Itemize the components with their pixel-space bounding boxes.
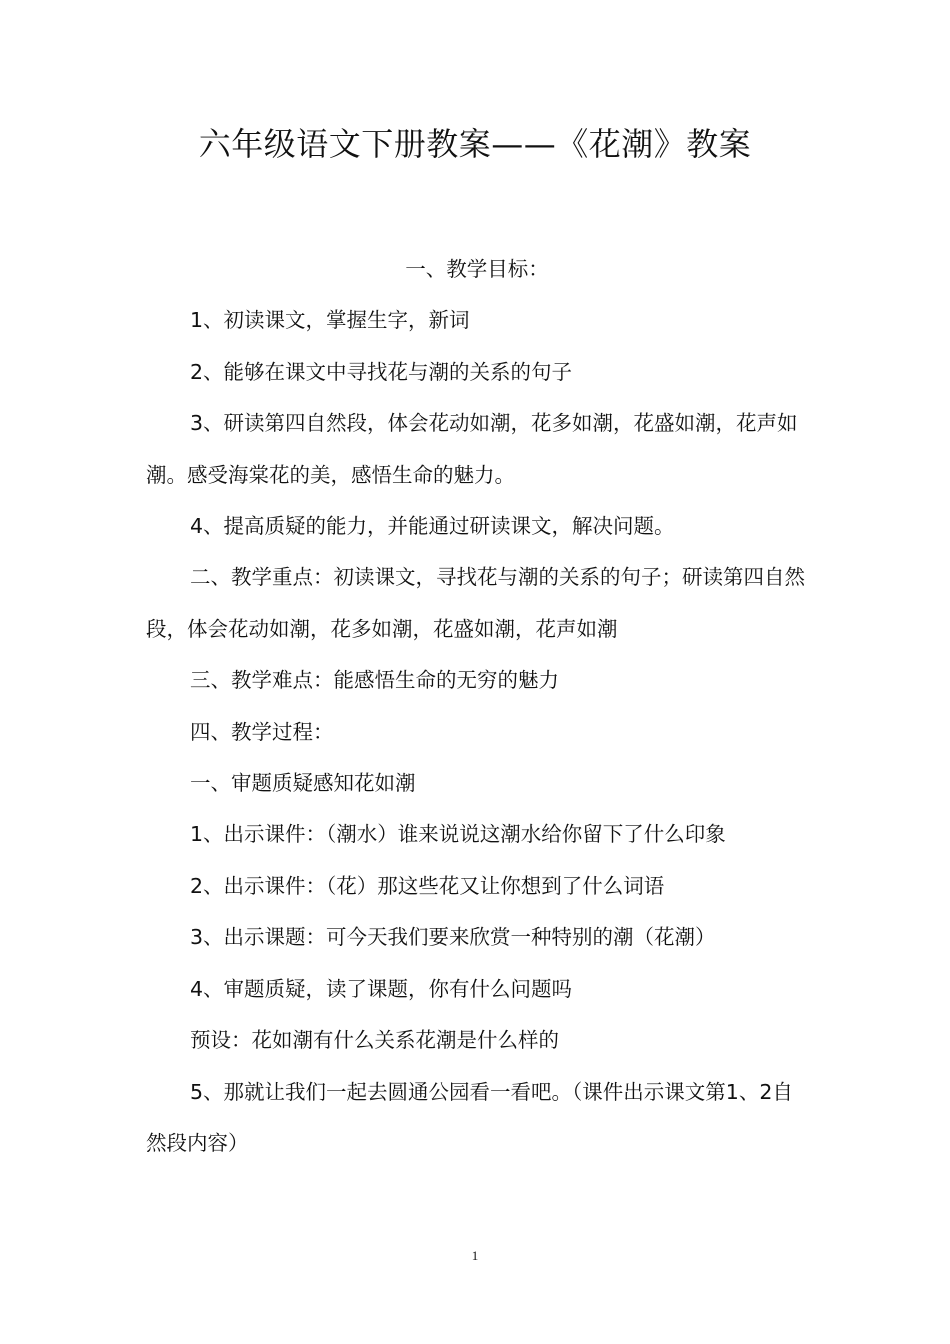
- section-heading-objectives: 一、教学目标：: [405, 257, 549, 281]
- paragraph-objective-3: 3、研读第四自然段，体会花动如潮，花多如潮，花盛如潮，花声如潮。感受海棠花的美，感悟生命的魅力。: [146, 411, 798, 487]
- paragraph-step-2: 2、出示课件：（花）那这些花又让你想到了什么词语: [190, 873, 665, 898]
- paragraph-objective-1: 1、初读课文，掌握生字，新词: [190, 308, 470, 333]
- document-title: 六年级语文下册教案——《花潮》教案: [198, 125, 752, 163]
- paragraph-step-5: 5、那就让我们一起去圆通公园看一看吧。（课件出示课文第1、2自然段内容）: [146, 1079, 793, 1155]
- paragraph-presupposition: 预设：花如潮有什么关系花潮是什么样的: [190, 1028, 559, 1053]
- paragraph-step-4: 4、审题质疑，读了课题，你有什么问题吗: [190, 976, 573, 1001]
- paragraph-step-3: 3、出示课题：可今天我们要来欣赏一种特别的潮（花潮）: [190, 925, 716, 950]
- paragraph-process-heading: 四、教学过程：: [190, 719, 334, 744]
- paragraph-difficulties: 三、教学难点：能感悟生命的无穷的魅力: [190, 668, 559, 693]
- page-number: 1: [471, 1248, 479, 1263]
- paragraph-objective-4: 4、提高质疑的能力，并能通过研读课文，解决问题。: [190, 514, 675, 539]
- paragraph-objective-2: 2、能够在课文中寻找花与潮的关系的句子: [190, 359, 573, 384]
- paragraph-step-1: 1、出示课件：（潮水）谁来说说这潮水给你留下了什么印象: [190, 822, 726, 847]
- paragraph-step-heading: 一、审题质疑感知花如潮: [190, 771, 416, 796]
- document-body: [146, 244, 808, 1169]
- paragraph-key-points: 二、教学重点：初读课文，寻找花与潮的关系的句子；研读第四自然段，体会花动如潮，花多如潮，花盛如潮，花声如潮: [146, 565, 805, 641]
